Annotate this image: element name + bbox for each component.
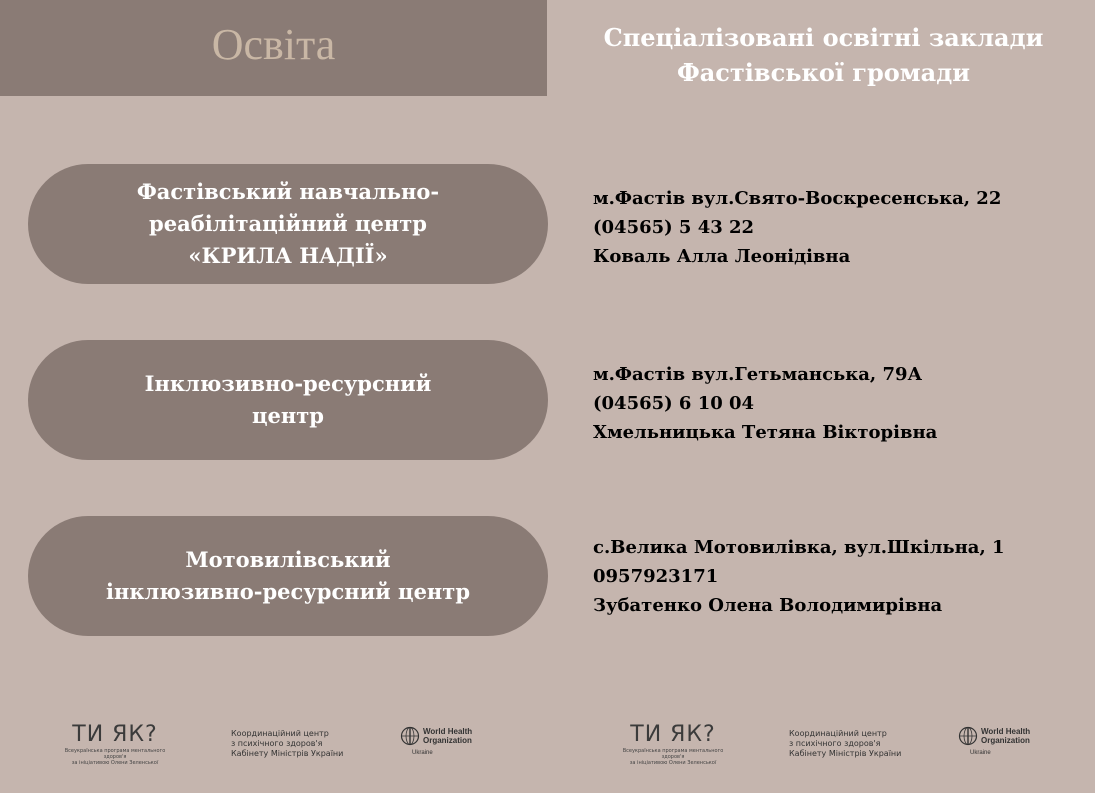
institution-name: Мотовилівський інклюзивно-ресурсний центр: [105, 547, 471, 604]
institution-info-1: [593, 184, 1073, 271]
institution-address: м.Фастів вул.Свято-Воскресенська, 22: [593, 188, 1002, 209]
who-emblem-icon: [400, 726, 420, 746]
coord-center-text: Координаційний центр з психічного здоров'я Кабінету Міністрів України: [789, 729, 902, 758]
page-title: Освіта: [211, 19, 336, 69]
footer-logos-right: [618, 722, 1058, 772]
subtitle-line-2: Фастівської громади: [676, 58, 970, 87]
institution-address: с.Велика Мотовилівка, вул.Шкільна, 1: [593, 537, 1005, 558]
institution-info-2: [593, 360, 1073, 447]
tiyak-subtitle: Всеукраїнська програма ментального здоров'я за ініціативою Олени Зеленської: [622, 748, 724, 766]
institution-phone: 0957923171: [593, 566, 719, 587]
tiyak-title: ТИ ЯК?: [630, 722, 716, 747]
footer-logos-left: [60, 722, 500, 772]
institution-contact: Хмельницька Тетяна Вікторівна: [593, 422, 938, 443]
page-subtitle: [552, 20, 1095, 90]
institution-phone: (04565) 6 10 04: [593, 393, 755, 414]
institution-pill-3: [28, 516, 548, 636]
who-logo: [958, 726, 1048, 756]
coord-center-text: Координаційний центр з психічного здоров'я Кабінету Міністрів України: [231, 729, 344, 758]
institution-info-3: [593, 533, 1073, 620]
tiyak-logo: [618, 722, 728, 766]
header-box: [0, 0, 547, 96]
institution-address: м.Фастів вул.Гетьманська, 79А: [593, 364, 923, 385]
institution-contact: Коваль Алла Леонідівна: [593, 246, 851, 267]
institution-pill-2: [28, 340, 548, 460]
tiyak-subtitle: Всеукраїнська програма ментального здоров'я за ініціативою Олени Зеленської: [64, 748, 166, 766]
who-country: Ukraine: [970, 750, 991, 756]
institution-pill-1: [28, 164, 548, 284]
institution-contact: Зубатенко Олена Володимирівна: [593, 595, 943, 616]
institution-name: Фастівський навчально- реабілітаційний центр «КРИЛА НАДІЇ»: [136, 179, 440, 268]
institution-name: Інклюзивно-ресурсний центр: [144, 371, 432, 428]
tiyak-title: ТИ ЯК?: [72, 722, 158, 747]
who-name: World Health Organization: [981, 727, 1031, 745]
who-emblem-icon: [958, 726, 978, 746]
subtitle-line-1: Спеціалізовані освітні заклади: [603, 23, 1044, 52]
who-name: World Health Organization: [423, 727, 473, 745]
institution-phone: (04565) 5 43 22: [593, 217, 755, 238]
tiyak-logo: [60, 722, 170, 766]
who-logo: [400, 726, 490, 756]
who-country: Ukraine: [412, 750, 433, 756]
